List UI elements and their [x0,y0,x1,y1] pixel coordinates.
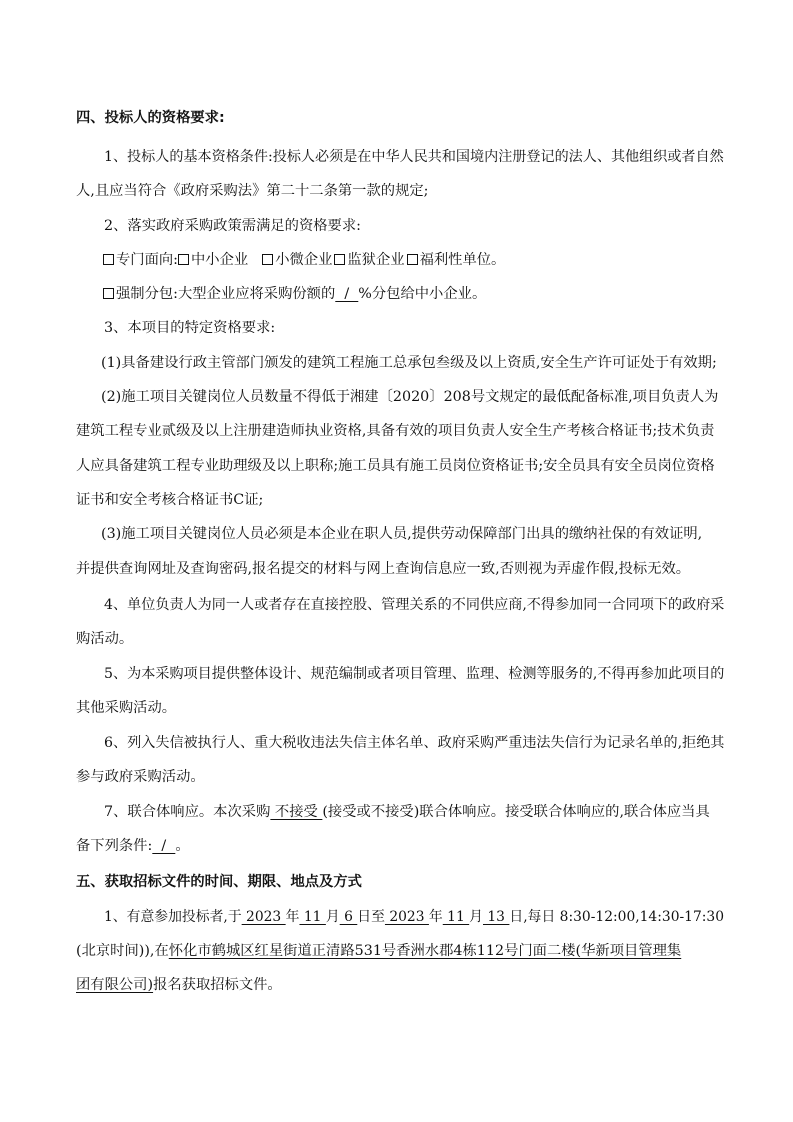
option-micro: 小微企业 [275,252,333,268]
checkbox-welfare [407,254,418,265]
s4-p4-line1: 4、单位负责人为同一人或者存在直接控股、管理关系的不同供应商,不得参加同一合同项下的政府采 [104,597,725,613]
s4-req2-line2: 建筑工程专业贰级及以上注册建造师执业资格,具备有效的项目负责人安全生产考核合格证书;技术负责 [76,423,715,439]
option-sme: 中小企业 [191,252,249,268]
s4-p1-line2: 人,且应当符合《政府采购法》第二十二条第一款的规定; [76,183,429,199]
option-welfare: 福利性单位。 [419,252,506,268]
s4-p6-line2: 参与政府采购活动。 [76,769,205,785]
option-prison: 监狱企业 [347,252,405,268]
p7-line2-suffix: 。 [175,838,190,854]
s4-p6-line1: 6、列入失信被执行人、重大税收违法失信主体名单、政府采购严重违法失信行为记录名单的,拒绝其 [104,735,725,751]
s5-l1-e: 年 [428,909,443,925]
s4-p4-line2: 购活动。 [76,631,134,647]
address-line1: 怀化市鹤城区红星街道正清路531号香洲水郡4栋112号门面二楼(华新项目管理集 [168,943,682,959]
p7-suffix: (接受或不接受)联合体响应。接受联合体响应的,联合体应当具 [322,804,710,820]
s5-l2-prefix: (北京时间)),在 [76,943,169,959]
s4-p5-line2: 其他采购活动。 [76,700,177,716]
forced-value: / [335,286,359,302]
s4-req3-line2: 并提供查询网址及查询密码,报名提交的材料与网上查询信息应一致,否则视为弄虚作假,投标无效。 [76,561,691,577]
s4-req1: (1)具备建设行政主管部门颁发的建筑工程施工总承包叁级及以上资质,安全生产许可证处于有效期; [101,355,717,371]
special-label: 专门面向: [116,252,179,268]
s4-req2-line1: (2)施工项目关键岗位人员数量不得低于湘建〔2020〕208号文规定的最低配备标准,项目负责人为 [101,389,719,405]
s5-l1-b: 年 [285,909,300,925]
checkbox-forced [103,288,114,299]
s5-line1 [104,907,724,927]
forced-label: 强制分包:大型企业应将采购份额的 [116,286,336,302]
s4-p7-line2 [76,836,190,856]
s4-p3: 3、本项目的特定资格要求: [104,320,276,336]
s4-p7-line1 [104,802,710,822]
s4-req2-line3: 人应具备建筑工程专业助理级及以上职称;施工员具有施工员岗位资格证书;安全员具有安全员岗位资格 [76,458,715,474]
s5-line2 [76,941,681,961]
address-line2: 团有限公司) [76,977,154,993]
s5-l3-suffix: 报名获取招标文件。 [153,977,282,993]
s5-l1-g: 日,每日 8:30-12:00,14:30-17:30 [509,909,725,925]
p7-value: 不接受 [270,804,323,820]
checkbox-sme [178,254,189,265]
policy-special-row [103,250,505,270]
s5-l1-c: 月 [325,909,340,925]
p7-line2-value: / [152,838,176,854]
start-year: 2023 [241,909,286,925]
forced-suffix: %分包给中小企业。 [358,286,487,302]
s5-line3 [76,975,282,995]
s5-l1-a: 1、有意参加投标者,于 [104,909,242,925]
s5-l1-f: 月 [469,909,483,925]
checkbox-special [103,254,114,265]
p7-line2-prefix: 备下列条件: [76,838,153,854]
start-day: 6 [339,909,358,925]
p7-prefix: 7、联合体响应。本次采购 [104,804,271,820]
s4-p2: 2、落实政府采购政策需满足的资格要求: [104,218,361,234]
end-year: 2023 [384,909,429,925]
start-month: 11 [299,909,326,925]
s4-p1-line1: 1、投标人的基本资格条件:投标人必须是在中华人民共和国境内注册登记的法人、其他组织或者自然 [104,149,724,165]
section4-title: 四、投标人的资格要求: [76,110,225,126]
s4-req2-line4: 证书和安全考核合格证书C证; [76,492,264,508]
s4-p5-line1: 5、为本采购项目提供整体设计、规范编制或者项目管理、监理、检测等服务的,不得再参加此项目的 [104,666,725,682]
s4-req3-line1: (3)施工项目关键岗位人员必须是本企业在职人员,提供劳动保障部门出具的缴纳社保的有效证明, [101,526,703,542]
section5-title: 五、获取招标文件的时间、期限、地点及方式 [76,874,362,890]
end-month: 11 [442,909,470,925]
end-day: 13 [482,909,510,925]
checkbox-micro [262,254,273,265]
s5-l1-d: 日至 [357,909,385,925]
policy-forced-row [103,284,486,304]
checkbox-prison [334,254,345,265]
